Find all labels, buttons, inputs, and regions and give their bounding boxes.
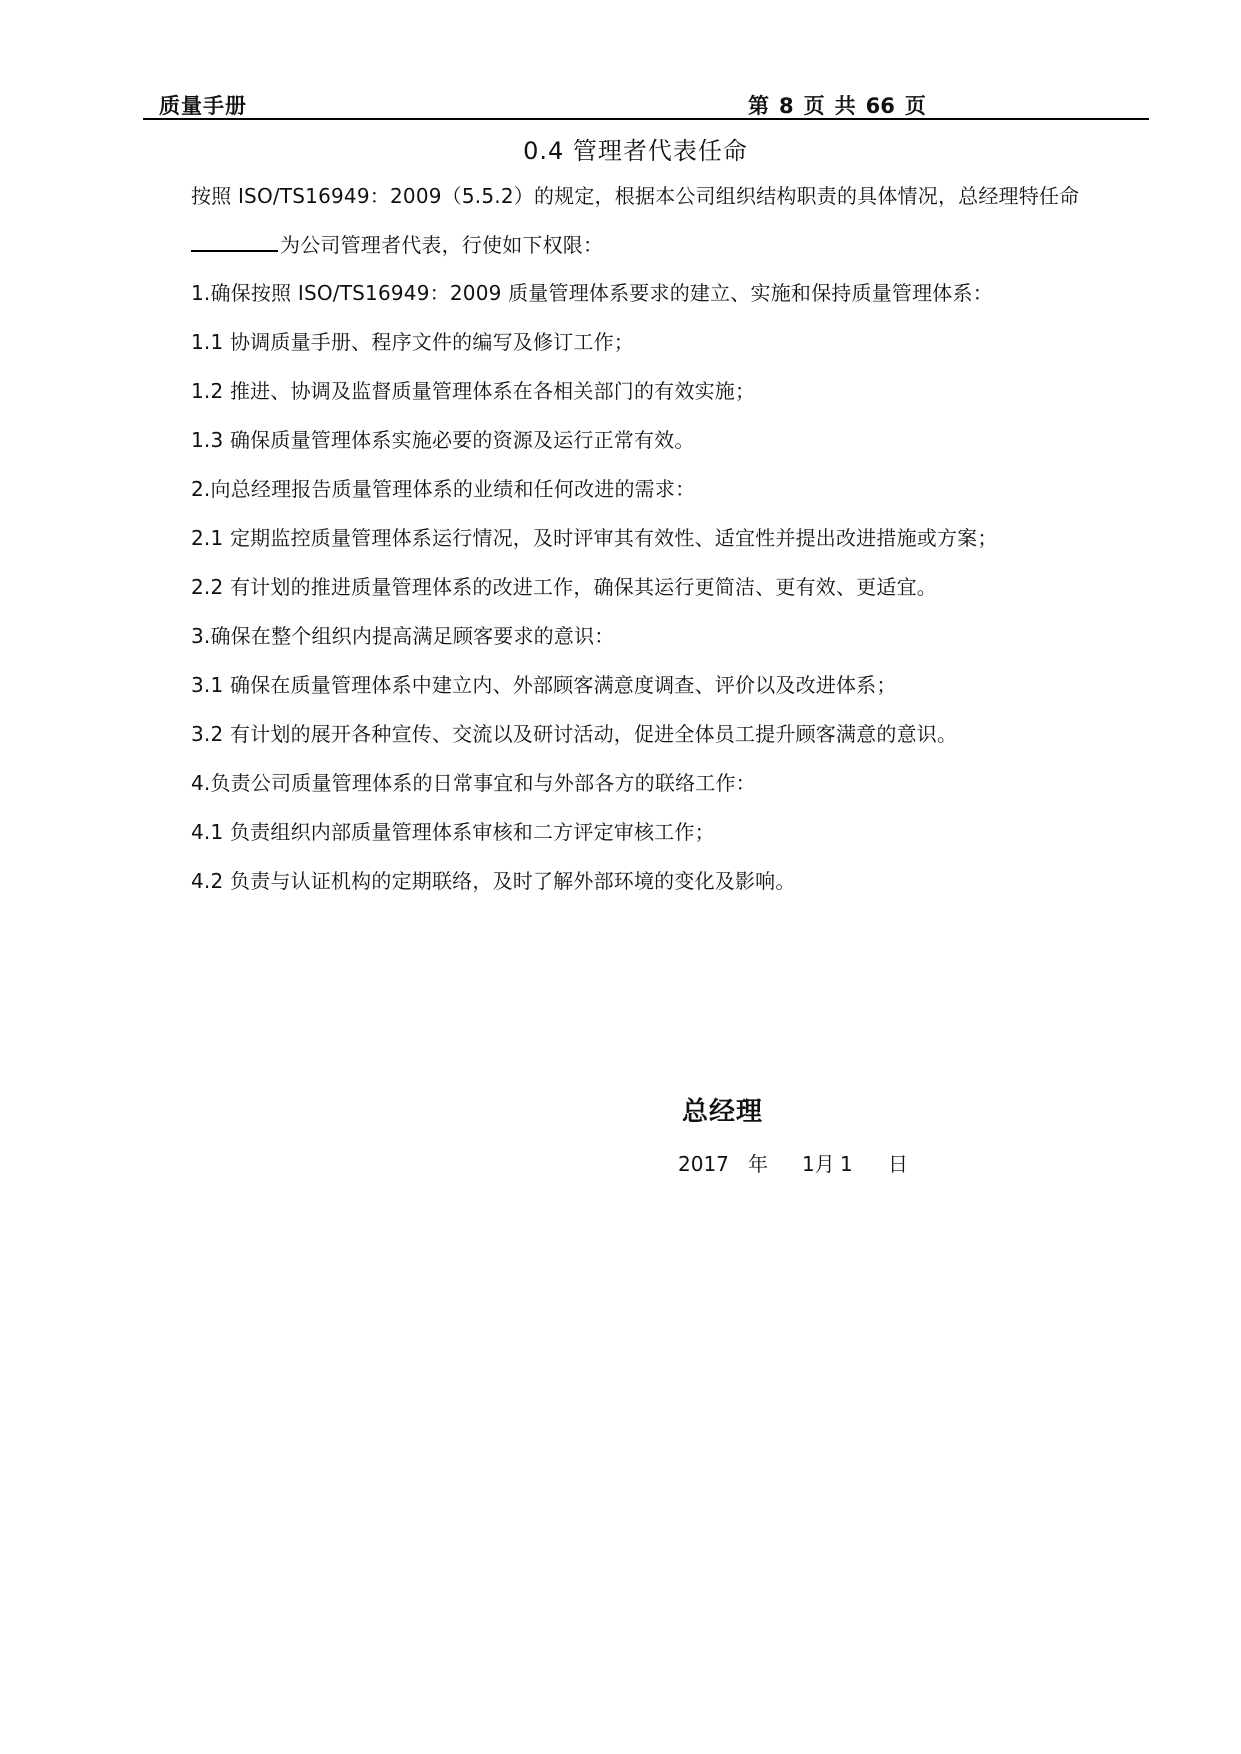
intro-paragraph: 按照 ISO/TS16949：2009（5.5.2）的规定，根据本公司组织结构职责的具体情况，总经理特任命 — [191, 184, 1080, 208]
list-item: 2.2 有计划的推进质量管理体系的改进工作，确保其运行更简洁、更有效、更适宜。 — [191, 575, 937, 599]
list-item: 2.向总经理报告质量管理体系的业绩和任何改进的需求： — [191, 477, 696, 501]
list-item: 4.负责公司质量管理体系的日常事宜和与外部各方的联络工作： — [191, 771, 756, 795]
list-item: 2.1 定期监控质量管理体系运行情况，及时评审其有效性、适宜性并提出改进措施或方案； — [191, 526, 998, 550]
list-item: 3.2 有计划的展开各种宣传、交流以及研讨活动，促进全体员工提升顾客满意的意识。 — [191, 722, 958, 746]
total-pages: 66 — [865, 94, 895, 118]
total-word: 共 — [834, 94, 856, 118]
list-item: 1.3 确保质量管理体系实施必要的资源及运行正常有效。 — [191, 428, 695, 452]
appointment-line — [191, 230, 603, 259]
list-item: 4.2 负责与认证机构的定期联络，及时了解外部环境的变化及影响。 — [191, 869, 796, 893]
appointment-text: 为公司管理者代表，行使如下权限： — [280, 233, 604, 257]
date-day-label: 日 — [888, 1152, 908, 1176]
page-word: 第 — [748, 94, 769, 118]
page-word: 页 — [904, 94, 926, 118]
date-year-label: 年 — [748, 1152, 768, 1176]
signatory-title: 总经理 — [682, 1097, 764, 1127]
list-item: 1.2 推进、协调及监督质量管理体系在各相关部门的有效实施； — [191, 379, 756, 403]
list-item: 1.确保按照 ISO/TS16949：2009 质量管理体系要求的建立、实施和保持质量管理体系： — [191, 281, 993, 305]
page-number: 8 — [779, 94, 794, 118]
document-name: 质量手册 — [159, 94, 247, 118]
name-blank — [191, 230, 278, 252]
page-word: 页 — [803, 94, 825, 118]
section-title: 0.4 管理者代表任命 — [523, 137, 748, 165]
page-indicator — [748, 90, 936, 120]
list-item: 3.1 确保在质量管理体系中建立内、外部顾客满意度调查、评价以及改进体系； — [191, 673, 897, 697]
page-header — [143, 84, 1149, 120]
date-day: 1 — [840, 1152, 853, 1176]
signature-date — [678, 1148, 908, 1177]
date-month: 1月 — [802, 1152, 835, 1176]
list-item: 1.1 协调质量手册、程序文件的编写及修订工作； — [191, 330, 634, 354]
date-year: 2017 — [678, 1152, 729, 1176]
list-item: 3.确保在整个组织内提高满足顾客要求的意识： — [191, 624, 615, 648]
list-item: 4.1 负责组织内部质量管理体系审核和二方评定审核工作； — [191, 820, 715, 844]
